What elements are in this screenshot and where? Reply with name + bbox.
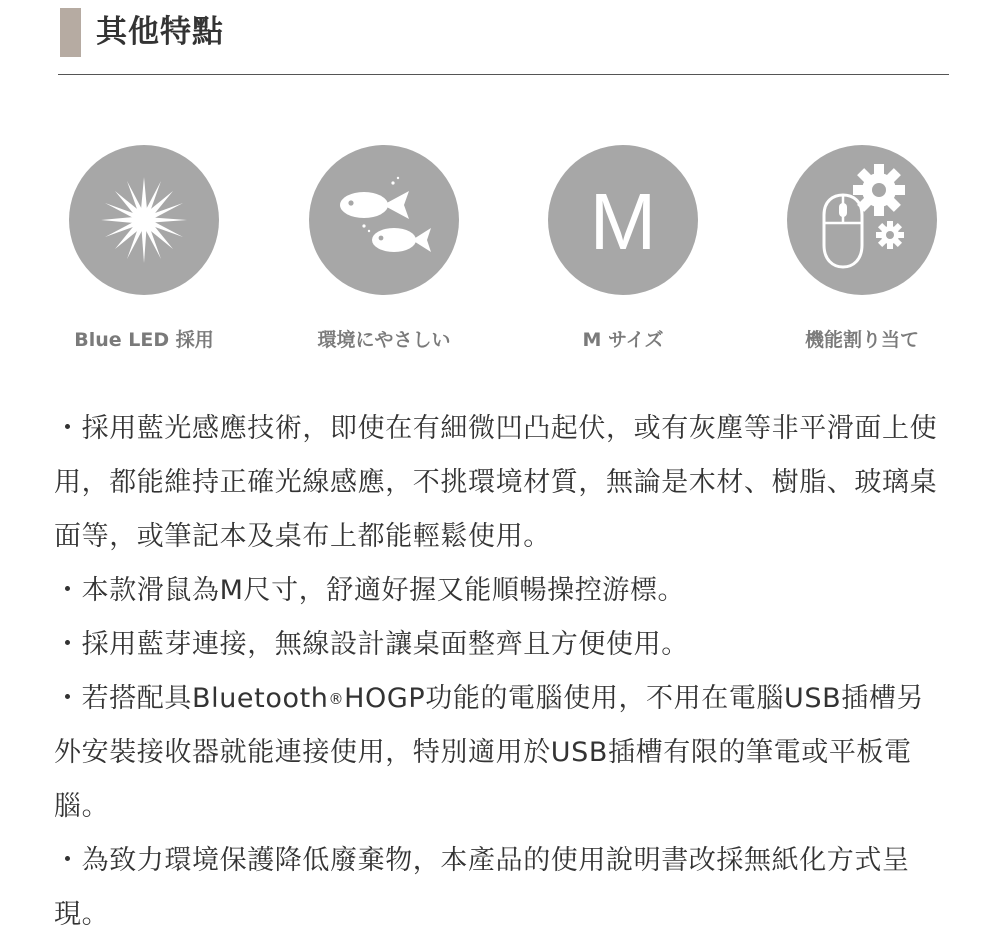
feature-circle	[309, 145, 459, 295]
feature-circle	[787, 145, 937, 295]
fish-icon	[309, 145, 459, 295]
feature-blue-led	[69, 145, 221, 351]
paragraph-blue-led: ・採用藍光感應技術，即使在有細微凹凸起伏，或有灰塵等非平滑面上使用，都能維持正確光線感應，不挑環境材質，無論是木材、樹脂、玻璃桌面等，或筆記本及桌布上都能輕鬆使用。	[54, 413, 938, 552]
feature-circle	[69, 145, 219, 295]
m-size-icon	[548, 145, 698, 295]
feature-label: 環境にやさしい	[317, 329, 451, 351]
feature-label: 機能割り当て	[804, 329, 919, 351]
feature-m-size	[548, 145, 700, 351]
feature-label: M サイズ	[582, 329, 664, 351]
paragraph-m-size: ・本款滑鼠為M尺寸，舒適好握又能順暢操控游標。	[54, 575, 686, 606]
registered-mark: ®	[328, 690, 345, 708]
paragraph-bluetooth: ・採用藍芽連接，無線設計讓桌面整齊且方便使用。	[54, 629, 689, 660]
mouse-gear-icon	[787, 145, 937, 295]
hogp-text-start: ・若搭配具Bluetooth	[54, 683, 329, 714]
section-title: 其他特點	[96, 14, 224, 50]
feature-circle	[548, 145, 698, 295]
header-accent-bar	[60, 8, 81, 57]
section-header	[58, 8, 949, 75]
paragraph-paperless: ・為致力環境保護降低廢棄物，本產品的使用說明書改採無紙化方式呈現。	[54, 845, 910, 930]
svg-text:M: M	[589, 177, 657, 266]
starburst-icon	[69, 145, 219, 295]
hogp-text-end: HOGP功能的電腦使用，不用在電腦USB插槽另外安裝接收器就能連接使用，特別適用於USB插槽有限的筆電或平板電腦。	[54, 683, 925, 822]
feature-description	[54, 402, 944, 942]
paragraph-hogp	[54, 672, 944, 834]
feature-label: Blue LED 採用	[74, 329, 214, 351]
feature-function-assign	[787, 145, 939, 351]
feature-eco	[309, 145, 461, 351]
